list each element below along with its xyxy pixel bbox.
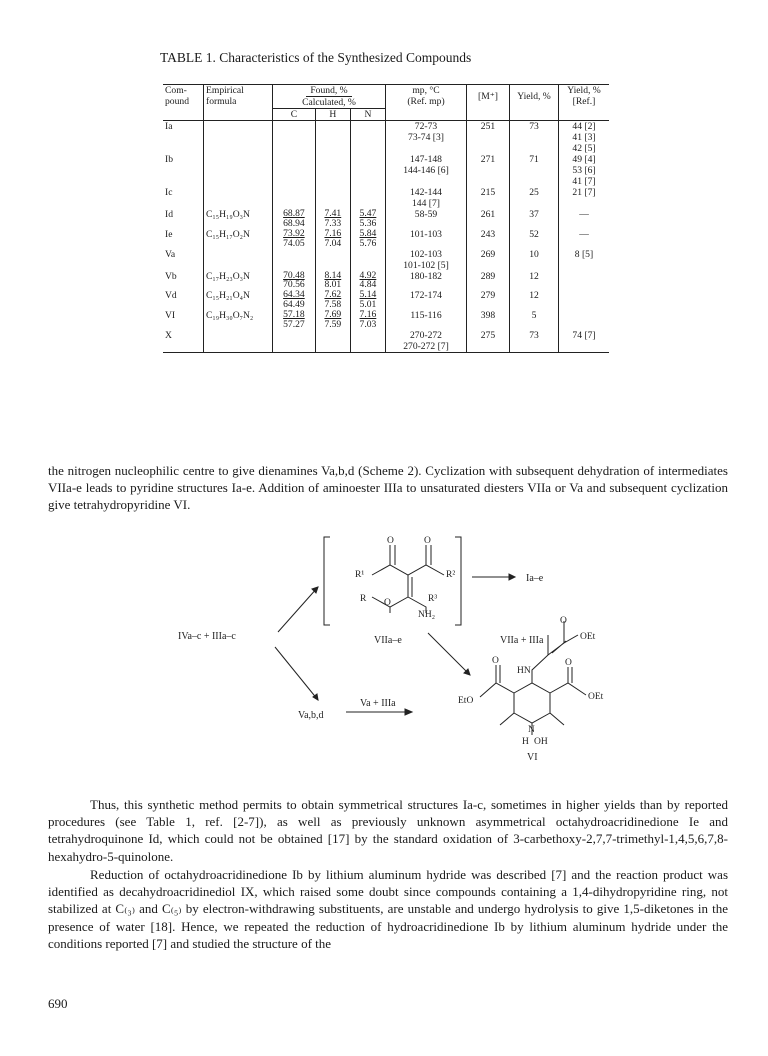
header-yield-ref: Yield, % [Ref.]: [559, 85, 610, 109]
cell-yield-ref: 49 [4] 53 [6] 41 [7]: [559, 154, 610, 187]
atom-oet-1: OEt: [580, 632, 596, 642]
cell-yield: 12: [510, 290, 559, 310]
atom-o-5: O: [492, 656, 499, 666]
atom-r2: R²: [446, 570, 456, 580]
value-n: $\frac{7.16}{7.03}$: [359, 308, 377, 330]
cell-compound: Vd: [165, 290, 177, 302]
header-found-calculated: Found, % Calculated, %: [273, 85, 386, 109]
cell-mplus: 289: [467, 271, 510, 291]
cell-formula: C₁₅H₁₇O₂N: [204, 229, 273, 249]
paragraph-1: the nitrogen nucleophilic centre to give dienamines Va,b,d (Scheme 2). Cyclization with subsequent dehydration of intermediates VIIa-e leads to pyridine structures Ia-e. Addition of aminoester IIIa to unsaturated diesters VIIa or Va and subsequent cyclization give tetrahydropyridine VI.: [48, 463, 728, 513]
atom-oet-2: OEt: [588, 692, 604, 702]
table-row: [163, 121, 609, 155]
value-c: $\frac{70.48}{70.56}$: [283, 269, 305, 291]
label-product-right: VI: [527, 752, 538, 763]
cell-yield-ref: [559, 271, 610, 291]
header-formula: Empirical formula: [204, 85, 273, 109]
value-h: $\frac{8.14}{8.01}$: [324, 269, 342, 291]
cell-mp: 72-73 73-74 [3]: [386, 121, 467, 155]
cell-compound: VI: [165, 309, 176, 321]
table-row: [163, 154, 609, 187]
atom-o-4: O: [560, 616, 567, 626]
cell-formula: [204, 121, 273, 155]
cell-formula: [204, 187, 273, 209]
atom-n: N: [528, 725, 535, 735]
atom-r: R: [360, 594, 367, 604]
cell-compound: Ic: [165, 187, 173, 199]
label-product-left: Va,b,d: [298, 710, 324, 721]
cell-mp: 101-103: [386, 229, 467, 249]
cell-mp: 270-272 270-272 [7]: [386, 330, 467, 353]
page-number: 690: [48, 996, 68, 1011]
cell-yield-ref: 44 [2] 41 [3] 42 [5]: [559, 121, 610, 155]
cell-mp: 172-174: [386, 290, 467, 310]
atom-o-6: O: [565, 658, 572, 668]
label-branch: VIIa + IIIa: [500, 635, 544, 646]
cell-mplus: 215: [467, 187, 510, 209]
atom-r3: R³: [428, 594, 438, 604]
atom-o-1: O: [387, 536, 394, 546]
cell-yield: 52: [510, 229, 559, 249]
cell-yield: 71: [510, 154, 559, 187]
cell-mp: 180-182: [386, 271, 467, 291]
right-bracket: [455, 537, 461, 625]
table-row: [163, 249, 609, 271]
header-n: N: [350, 109, 385, 121]
label-arrow: Va + IIIa: [360, 698, 396, 709]
reaction-scheme: [0, 525, 768, 790]
paragraph-2: Thus, this synthetic method permits to obtain symmetrical structures Ia-c, sometimes in higher yields than by reported procedures (see Table 1, ref. [2-7]), as well as previously unknown asymmetrical octahydroacridinedione Ie and tetrahydroquinone Id, which could not be obtained [17] by the standard oxidation of 3-carbethoxy-2,7,7-trimethyl-1,4,5,6,7,8-hexahydro-5-quinolone.: [48, 797, 728, 864]
atom-r1: R¹: [355, 570, 365, 580]
atom-o-2: O: [424, 536, 431, 546]
header-mplus: [M⁺]: [467, 85, 510, 109]
value-n: $\frac{5.47}{5.36}$: [359, 208, 377, 229]
cell-yield: 25: [510, 187, 559, 209]
cell-yield-ref: [559, 290, 610, 310]
cell-compound: X: [165, 329, 172, 341]
table-row: [163, 310, 609, 330]
cell-yield-ref: 21 [7]: [559, 187, 610, 209]
cell-yield-ref: —: [559, 209, 610, 229]
cell-mp: 102-103 101-102 [5]: [386, 249, 467, 271]
atom-hn: HN: [517, 666, 531, 676]
label-intermediate: VIIa–e: [374, 635, 402, 646]
cell-formula: C₁₉H₃₀O₇N₂: [204, 310, 273, 330]
value-n: $\frac{5.84}{5.76}$: [359, 227, 377, 249]
header-h: H: [315, 109, 350, 121]
header-compound: Com- pound: [165, 85, 189, 108]
value-c: $\frac{57.18}{57.27}$: [283, 308, 305, 330]
cell-yield: 5: [510, 310, 559, 330]
label-reactants: IVa–c + IIIa–c: [178, 631, 236, 642]
cell-mp: 58-59: [386, 209, 467, 229]
cell-mplus: 261: [467, 209, 510, 229]
atom-o-3: O: [384, 598, 391, 608]
cell-yield-ref: 8 [5]: [559, 249, 610, 271]
value-n: $\frac{4.92}{4.84}$: [359, 269, 377, 291]
cell-yield-ref: 74 [7]: [559, 330, 610, 353]
cell-mplus: 243: [467, 229, 510, 249]
atom-oh: OH: [534, 737, 548, 747]
cell-yield: 37: [510, 209, 559, 229]
cell-compound: Vb: [165, 270, 177, 282]
value-c: $\frac{64.34}{64.49}$: [283, 289, 305, 310]
cell-yield-ref: [559, 310, 610, 330]
cell-compound: Ie: [165, 228, 173, 240]
paragraph-3: Reduction of octahydroacridinedione Ib by lithium aluminum hydride was described [7] and the reaction product was identified as decahydroacridinediol IX, which raised some doubt since compounds containing a 1,4-dihydropyridine ring, not stabilized at C₍₃₎ and C₍₅₎ by electron-withdrawing substituents, are unstable and undergo hydrolysis to give 1,5-diketones in the presence of water [18]. Hence, we repeated the reduction of hydroacridinedione Ib by lithium aluminum hydride under the conditions reported [7] and studied the structure of the: [48, 867, 728, 951]
cell-mplus: 275: [467, 330, 510, 353]
cell-mp: 142-144 144 [7]: [386, 187, 467, 209]
cell-yield: 73: [510, 330, 559, 353]
cell-mplus: 251: [467, 121, 510, 155]
value-n: $\frac{5.14}{5.01}$: [359, 289, 377, 310]
header-yield: Yield, %: [510, 85, 559, 109]
value-c: $\frac{73.92}{74.05}$: [283, 227, 305, 249]
characteristics-table: [163, 84, 609, 353]
table-row: [163, 187, 609, 209]
cell-formula: C₁₇H₂₃O₃N: [204, 271, 273, 291]
cell-mplus: 398: [467, 310, 510, 330]
label-product-top: Ia–e: [526, 573, 544, 584]
cell-formula: [204, 249, 273, 271]
cell-formula: [204, 154, 273, 187]
table-row: [163, 209, 609, 229]
header-c: C: [273, 109, 316, 121]
cell-mplus: 279: [467, 290, 510, 310]
value-h: $\frac{7.69}{7.59}$: [324, 308, 342, 330]
value-h: $\frac{7.62}{7.58}$: [324, 289, 342, 310]
cell-yield: 12: [510, 271, 559, 291]
left-bracket: [324, 537, 330, 625]
cell-mp: 115-116: [386, 310, 467, 330]
cell-mplus: 269: [467, 249, 510, 271]
cell-compound: Id: [165, 209, 173, 221]
cell-compound: Ib: [165, 154, 173, 166]
value-c: $\frac{68.87}{68.94}$: [283, 208, 305, 229]
value-h: $\frac{7.16}{7.04}$: [324, 227, 342, 249]
header-mp: mp, °C (Ref. mp): [386, 85, 467, 109]
atom-eto: EtO: [458, 696, 474, 706]
cell-formula: C₁₅H₂₁O₄N: [204, 290, 273, 310]
value-h: $\frac{7.41}{7.33}$: [324, 208, 342, 229]
atom-nh2: NH₂: [418, 610, 436, 620]
cell-yield: 73: [510, 121, 559, 155]
cell-formula: [204, 330, 273, 353]
cell-formula: C₁₅H₁₉O₃N: [204, 209, 273, 229]
table-row: [163, 290, 609, 310]
table-row: [163, 271, 609, 291]
cell-yield-ref: —: [559, 229, 610, 249]
table-row: [163, 229, 609, 249]
table-row: [163, 330, 609, 353]
cell-mp: 147-148 144-146 [6]: [386, 154, 467, 187]
atom-h: H: [522, 737, 529, 747]
table-caption: TABLE 1. Characteristics of the Synthesized Compounds: [160, 50, 472, 65]
cell-compound: Va: [165, 248, 176, 260]
cell-compound: Ia: [165, 121, 173, 133]
cell-mplus: 271: [467, 154, 510, 187]
cell-yield: 10: [510, 249, 559, 271]
